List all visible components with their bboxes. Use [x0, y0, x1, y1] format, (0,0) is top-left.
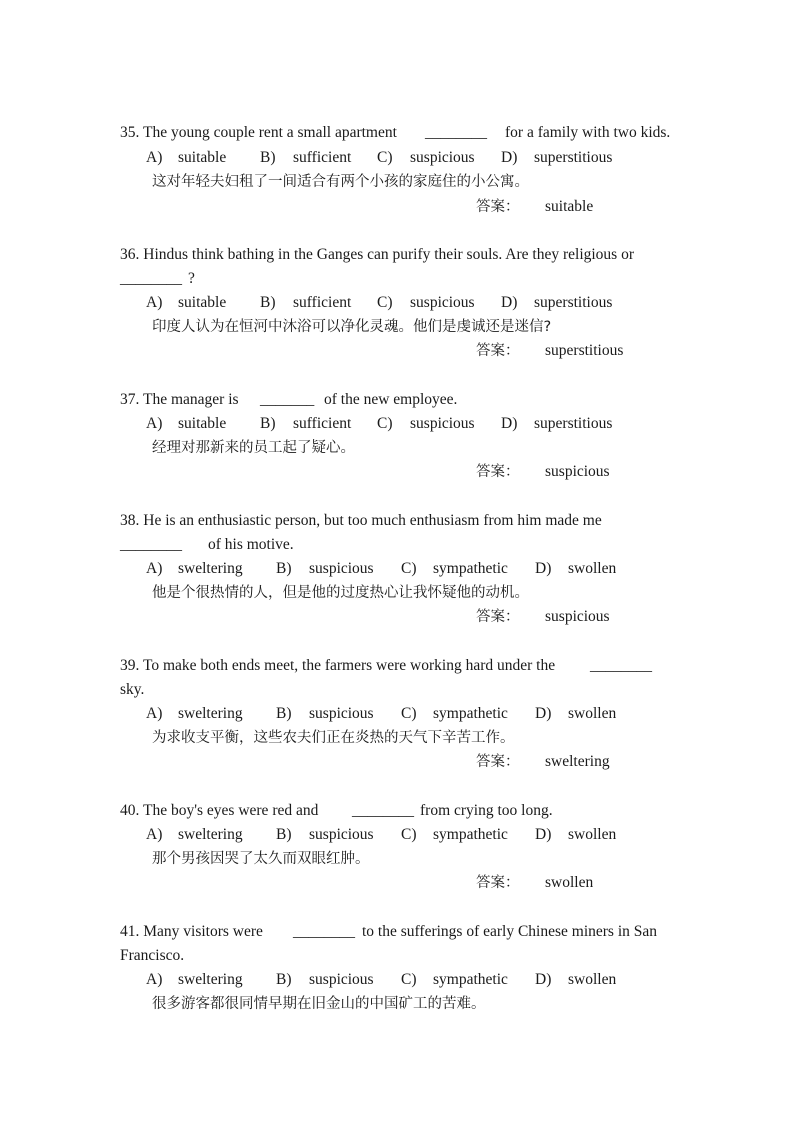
option-c-letter: C) [377, 294, 393, 311]
option-b-text: suspicious [309, 826, 374, 843]
stem-text: to the sufferings of early Chinese miners in San [362, 923, 658, 940]
question-stem [120, 245, 634, 265]
answer-value: suspicious [545, 463, 610, 480]
option-c-letter: C) [377, 149, 393, 166]
option-d-text: swollen [568, 560, 617, 577]
question-number: 40. [120, 802, 140, 819]
option-c-letter: C) [401, 705, 417, 722]
stem-text: of the new employee. [324, 391, 458, 408]
option-a-letter: A) [146, 971, 163, 988]
chinese-translation: 经理对那新来的员工起了疑心。 [152, 440, 355, 456]
option-c-text: suspicious [410, 415, 475, 432]
answer-value: sweltering [545, 753, 610, 770]
question-stem [120, 511, 602, 531]
option-b-letter: B) [260, 415, 276, 432]
option-a-letter: A) [146, 415, 163, 432]
question-number: 36. [120, 246, 140, 263]
option-c-letter: C) [377, 415, 393, 432]
chinese-translation: 那个男孩因哭了太久而双眼红肿。 [152, 851, 370, 867]
option-c-text: sympathetic [433, 560, 508, 577]
option-b-letter: B) [260, 294, 276, 311]
option-c-text: suspicious [410, 294, 475, 311]
question-stem [120, 656, 555, 676]
option-b-letter: B) [260, 149, 276, 166]
answer-label: 答案： [476, 754, 520, 770]
answer-value: suspicious [545, 608, 610, 625]
answer-value: superstitious [545, 342, 624, 359]
chinese-translation: 他是个很热情的人，但是他的过度热心让我怀疑他的动机。 [152, 585, 529, 601]
option-d-letter: D) [535, 560, 552, 577]
answer-blank: ________ [293, 923, 355, 940]
question-stem [120, 801, 318, 821]
stem-text: Many visitors were [143, 923, 263, 940]
option-a-text: sweltering [178, 971, 243, 988]
answer-blank: _______ [260, 391, 315, 408]
option-b-text: sufficient [293, 149, 352, 166]
option-a-letter: A) [146, 705, 163, 722]
option-c-letter: C) [401, 560, 417, 577]
option-d-text: swollen [568, 826, 617, 843]
answer-value: suitable [545, 198, 594, 215]
option-c-letter: C) [401, 971, 417, 988]
option-b-text: suspicious [309, 560, 374, 577]
question-stem [120, 123, 397, 143]
stem-text: ? [188, 270, 195, 287]
answer-label: 答案： [476, 343, 520, 359]
option-b-text: suspicious [309, 705, 374, 722]
answer-label: 答案： [476, 464, 520, 480]
option-a-text: suitable [178, 294, 227, 311]
stem-text: for a family with two kids. [505, 124, 671, 141]
option-c-text: sympathetic [433, 826, 508, 843]
option-d-letter: D) [501, 149, 518, 166]
option-c-text: sympathetic [433, 705, 508, 722]
option-b-letter: B) [276, 826, 292, 843]
question-stem [120, 922, 263, 942]
question-number: 39. [120, 657, 140, 674]
option-b-text: suspicious [309, 971, 374, 988]
question-number: 35. [120, 124, 140, 141]
question-stem [120, 390, 239, 410]
option-a-letter: A) [146, 294, 163, 311]
option-c-text: sympathetic [433, 971, 508, 988]
answer-blank: ________ [120, 270, 182, 287]
option-b-text: sufficient [293, 415, 352, 432]
answer-blank: ________ [120, 536, 182, 553]
option-d-text: superstitious [534, 149, 613, 166]
answer-blank: ________ [590, 657, 652, 674]
answer-label: 答案： [476, 199, 520, 215]
option-a-text: suitable [178, 415, 227, 432]
option-b-letter: B) [276, 705, 292, 722]
question-number: 38. [120, 512, 140, 529]
option-c-text: suspicious [410, 149, 475, 166]
stem-text-continued: Francisco. [120, 947, 185, 964]
option-d-letter: D) [535, 705, 552, 722]
stem-text: Hindus think bathing in the Ganges can purify their souls. Are they religious or [143, 246, 634, 263]
option-d-letter: D) [535, 826, 552, 843]
answer-blank: ________ [425, 124, 487, 141]
option-b-letter: B) [276, 560, 292, 577]
option-d-text: superstitious [534, 415, 613, 432]
option-d-letter: D) [501, 294, 518, 311]
option-d-text: swollen [568, 705, 617, 722]
answer-blank: ________ [352, 802, 414, 819]
question-number: 37. [120, 391, 140, 408]
answer-value: swollen [545, 874, 594, 891]
option-c-letter: C) [401, 826, 417, 843]
stem-text: To make both ends meet, the farmers were working hard under the [142, 657, 556, 674]
stem-text: The boy's eyes were red and [142, 802, 319, 819]
option-b-text: sufficient [293, 294, 352, 311]
option-a-text: sweltering [178, 826, 243, 843]
stem-text: He is an enthusiastic person, but too much enthusiasm from him made me [143, 512, 602, 529]
stem-text: The manager is [142, 391, 239, 408]
answer-label: 答案： [476, 875, 520, 891]
chinese-translation: 这对年轻夫妇租了一间适合有两个小孩的家庭住的小公寓。 [152, 174, 529, 190]
option-a-letter: A) [146, 826, 163, 843]
question-number: 41. [120, 923, 140, 940]
chinese-translation: 很多游客都很同情早期在旧金山的中国矿工的苦难。 [152, 996, 486, 1012]
chinese-translation: 为求收支平衡，这些农夫们正在炎热的天气下辛苦工作。 [152, 730, 515, 746]
option-d-letter: D) [535, 971, 552, 988]
option-a-letter: A) [146, 560, 163, 577]
chinese-translation: 印度人认为在恒河中沐浴可以净化灵魂。他们是虔诚还是迷信? [152, 319, 552, 335]
stem-text: sky. [120, 681, 145, 698]
option-d-letter: D) [501, 415, 518, 432]
option-a-text: suitable [178, 149, 227, 166]
stem-text: The young couple rent a small apartment [142, 124, 397, 141]
option-a-text: sweltering [178, 560, 243, 577]
stem-text: of his motive. [208, 536, 294, 553]
answer-label: 答案： [476, 609, 520, 625]
option-a-text: sweltering [178, 705, 243, 722]
option-d-text: swollen [568, 971, 617, 988]
stem-text: from crying too long. [420, 802, 553, 819]
option-b-letter: B) [276, 971, 292, 988]
option-a-letter: A) [146, 149, 163, 166]
option-d-text: superstitious [534, 294, 613, 311]
